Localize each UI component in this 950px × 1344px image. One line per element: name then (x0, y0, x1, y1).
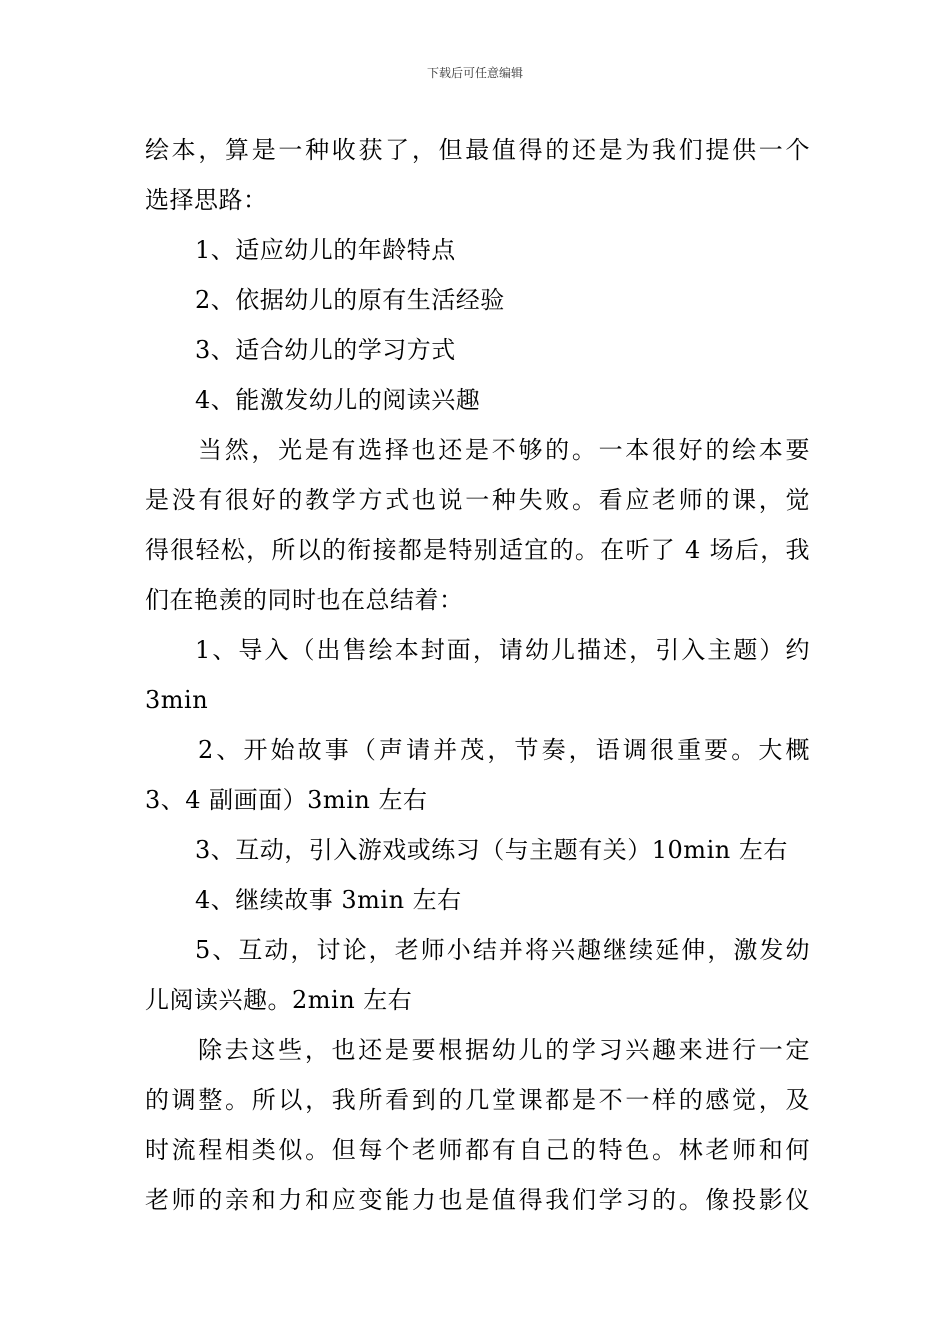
paragraph-line: 绘本，算是一种收获了，但最值得的还是为我们提供一个 (145, 136, 810, 164)
list-item: 4、继续故事 3min 左右 (195, 886, 462, 914)
list-item-continuation: 3、4 副画面）3min 左右 (145, 786, 428, 814)
list-item: 3、适合幼儿的学习方式 (195, 336, 456, 364)
list-item: 4、能激发幼儿的阅读兴趣 (195, 386, 481, 414)
paragraph-line: 们在艳羡的同时也在总结着： (145, 586, 464, 614)
page-header: 下载后可任意编辑 (426, 66, 523, 80)
paragraph-line: 选择思路： (145, 186, 268, 214)
list-item-continuation: 3min (145, 686, 209, 714)
list-item: 2、开始故事（声请并茂，节奏，语调很重要。大概 (198, 736, 810, 764)
list-item: 2、依据幼儿的原有生活经验 (195, 286, 505, 314)
list-item: 5、互动，讨论，老师小结并将兴趣继续延伸，激发幼 (195, 936, 810, 964)
list-item: 1、导入（出售绘本封面，请幼儿描述，引入主题）约 (195, 636, 810, 664)
paragraph-line: 当然，光是有选择也还是不够的。一本很好的绘本要 (198, 436, 810, 464)
list-item: 3、互动，引入游戏或练习（与主题有关）10min 左右 (195, 836, 788, 864)
list-item: 1、适应幼儿的年龄特点 (195, 236, 456, 264)
paragraph-line: 老师的亲和力和应变能力也是值得我们学习的。像投影仪 (145, 1186, 810, 1214)
paragraph-line: 的调整。所以，我所看到的几堂课都是不一样的感觉，及 (145, 1086, 810, 1114)
paragraph-line: 是没有很好的教学方式也说一种失败。看应老师的课，觉 (145, 486, 810, 514)
paragraph-line: 除去这些，也还是要根据幼儿的学习兴趣来进行一定 (198, 1036, 810, 1064)
list-item-continuation: 儿阅读兴趣。2min 左右 (145, 986, 413, 1014)
paragraph-line: 得很轻松，所以的衔接都是特别适宜的。在听了 4 场后，我 (145, 536, 810, 564)
paragraph-line: 时流程相类似。但每个老师都有自己的特色。林老师和何 (145, 1136, 810, 1164)
